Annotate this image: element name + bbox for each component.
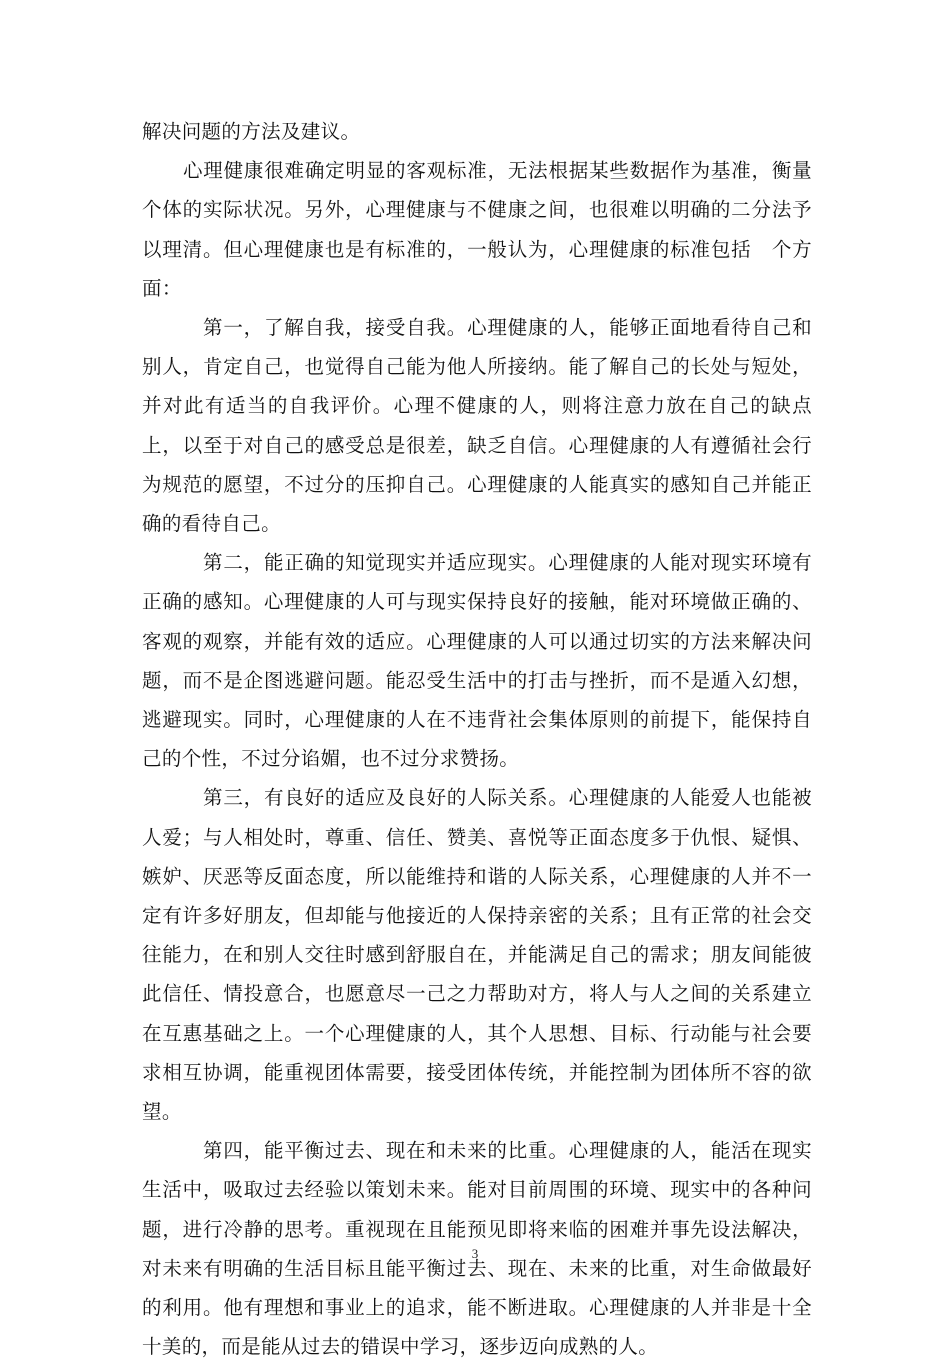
paragraph-point-three: 第三，有良好的适应及良好的人际关系。心理健康的人能爱人也能被人爱；与人相处时，尊重、信任、赞美、喜悦等正面态度多于仇恨、疑惧、嫉妒、厌恶等反面态度，所以能维持和谐的人际关系，心理健康的人并不一定有许多好朋友，但却能与他接近的人保持亲密的关系；且有正常的社会交往能力，在和别人交往时感到舒服自在，并能满足自己的需求；朋友间能彼此信任、情投意合，也愿意尽一己之力帮助对方，将人与人之间的关系建立在互惠基础之上。一个心理健康的人，其个人思想、目标、行动能与社会要求相互协调，能重视团体需要，接受团体传统，并能控制为团体所不容的欲望。 [142, 786, 812, 1124]
paragraph-point-one: 第一，了解自我，接受自我。心理健康的人，能够正面地看待自己和别人，肯定自己，也觉得自己能为他人所接纳。能了解自己的长处与短处，并对此有适当的自我评价。心理不健康的人，则将注意力放在自己的缺点上，以至于对自己的感受总是很差，缺乏自信。心理健康的人有遵循社会行为规范的愿望，不过分的压抑自己。心理健康的人能真实的感知自己并能正确的看待自己。 [142, 316, 812, 536]
body-text [142, 112, 812, 1367]
paragraph-point-four: 第四，能平衡过去、现在和未来的比重。心理健康的人，能活在现实生活中，吸取过去经验以策划未来。能对目前周围的环境、现实中的各种问题，进行冷静的思考。重视现在且能预见即将来临的困难并事先设法解决，对未来有明确的生活目标且能平衡过去、现在、未来的比重，对生命做最好的利用。他有理想和事业上的追求，能不断进取。心理健康的人并非是十全十美的，而是能从过去的错误中学习，逐步迈向成熟的人。 [142, 1139, 812, 1359]
page-number: 3 [471, 1246, 479, 1261]
paragraph-point-two: 第二，能正确的知觉现实并适应现实。心理健康的人能对现实环境有正确的感知。心理健康的人可与现实保持良好的接触，能对环境做正确的、客观的观察，并能有效的适应。心理健康的人可以通过切实的方法来解决问题，而不是企图逃避问题。能忍受生活中的打击与挫折，而不是遁入幻想，逃避现实。同时，心理健康的人在不违背社会集体原则的前提下，能保持自己的个性，不过分谄媚，也不过分求赞扬。 [142, 551, 812, 771]
paragraph-continuation: 解决问题的方法及建议。 [142, 120, 361, 143]
paragraph-health-standard-intro: 心理健康很难确定明显的客观标准，无法根据某些数据作为基准，衡量个体的实际状况。另外，心理健康与不健康之间，也很难以明确的二分法予以理清。但心理健康也是有标准的，一般认为，心理健康的标准包括 个方面： [142, 159, 812, 300]
